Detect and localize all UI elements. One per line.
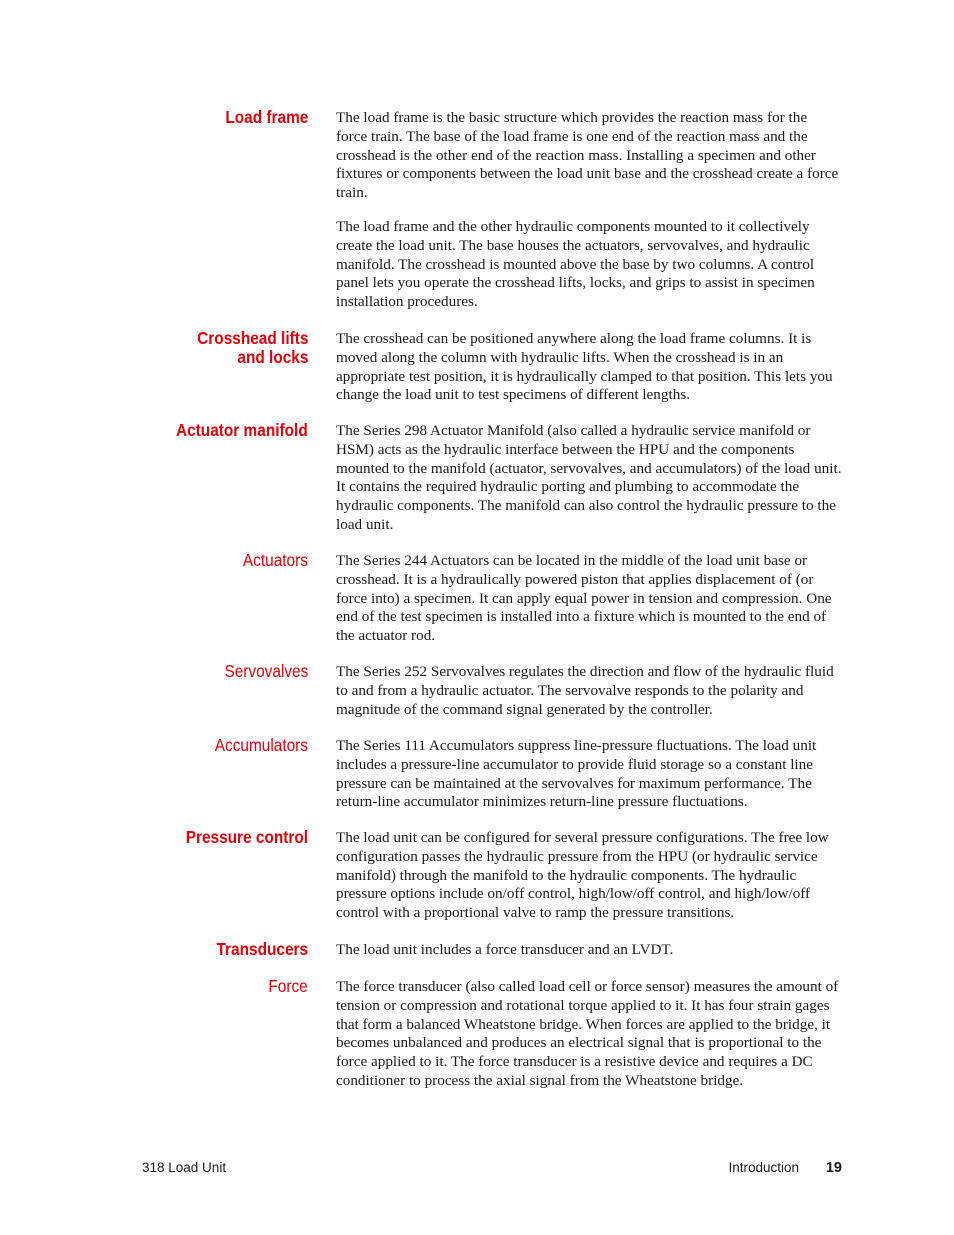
paragraph-actuators: The Series 244 Actuators can be located in the middle of the load unit base or crosshead. It is a hydraulically powered piston that applies displacement of (or force into) a specimen. It can apply equal power in tension and compression. One end of the test specimen is installed into a fixture which is mounted to the end of the actuator rod. bbox=[336, 552, 832, 644]
heading-servovalves: Servovalves bbox=[224, 661, 308, 681]
footer-document-title: 318 Load Unit bbox=[142, 1160, 227, 1175]
heading-load-frame: Load frame bbox=[224, 107, 308, 127]
paragraph-accumulators: The Series 111 Accumulators suppress line-pressure fluctuations. The load unit includes a pressure-line accumulator to provide fluid storage so a constant line pressure can be maintained at the servovalves for maximum performance. The return-line accumulator minimizes return-line pressure fluctuations. bbox=[336, 737, 817, 811]
paragraph-load-frame-1: The load frame is the basic structure which provides the reaction mass for the force train. The base of the load frame is one end of the reaction mass and the crosshead is the other end of the reaction mass. Installing a specimen and other fixtures or components between the load unit base and the crosshead create a force train. bbox=[336, 109, 839, 201]
heading-pressure-control: Pressure control bbox=[185, 827, 308, 847]
heading-actuators: Actuators bbox=[242, 550, 308, 570]
paragraph-force: The force transducer (also called load cell or force sensor) measures the amount of tension or compression and rotational torque applied to it. It has four strain gages that form a balanced Wheatstone bridge. When forces are applied to the bridge, it becomes unbalanced and produces an electrical signal that is proportional to the force applied to it. The force transducer is a resistive device and requires a DC conditioner to process the axial signal from the Wheatstone bridge. bbox=[336, 978, 839, 1089]
paragraph-servovalves: The Series 252 Servovalves regulates the direction and flow of the hydraulic fluid to and from a hydraulic actuator. The servovalve responds to the polarity and magnitude of the command signal generated by the controller. bbox=[336, 663, 834, 718]
paragraph-transducers: The load unit includes a force transducer and an LVDT. bbox=[336, 941, 674, 958]
paragraph-crosshead: The crosshead can be positioned anywhere along the load frame columns. It is moved along the column with hydraulic lifts. When the crosshead is in an appropriate test position, it is hydraulically clamped to that position. This lets you change the load unit to test specimens of different lengths. bbox=[336, 330, 833, 404]
paragraph-load-frame-2: The load frame and the other hydraulic components mounted to it collectively create the load unit. The base houses the actuators, servovalves, and hydraulic manifold. The crosshead is mounted above the base by two columns. A control panel lets you operate the crosshead lifts, locks, and grips to assist in specimen installation procedures. bbox=[336, 218, 815, 310]
heading-transducers: Transducers bbox=[216, 939, 308, 959]
footer-page-number: 19 bbox=[825, 1160, 842, 1176]
footer-section-name: Introduction bbox=[728, 1160, 799, 1175]
heading-actuator-manifold: Actuator manifold bbox=[176, 420, 308, 440]
heading-accumulators: Accumulators bbox=[214, 735, 308, 755]
heading-line: and locks bbox=[236, 346, 308, 367]
heading-crosshead-lifts-and-locks bbox=[197, 329, 308, 366]
paragraph-pressure-control: The load unit can be configured for several pressure configurations. The free low configuration passes the hydraulic pressure from the HPU (or hydraulic service manifold) through the manifold to the hydraulic components. The hydraulic pressure options include on/off control, high/low/off control, and high/low/off control with a proportional valve to ramp the pressure transitions. bbox=[336, 829, 829, 921]
paragraph-actuator-manifold: The Series 298 Actuator Manifold (also called a hydraulic service manifold or HSM) acts as the hydraulic interface between the HPU and the components mounted to the manifold (actuator, servovalves, and accumulators) of the load unit. It contains the required hydraulic porting and plumbing to accommodate the hydraulic components. The manifold can also control the hydraulic pressure to the load unit. bbox=[336, 422, 842, 533]
heading-line: Crosshead lifts bbox=[196, 328, 308, 348]
heading-force: Force bbox=[268, 976, 308, 996]
